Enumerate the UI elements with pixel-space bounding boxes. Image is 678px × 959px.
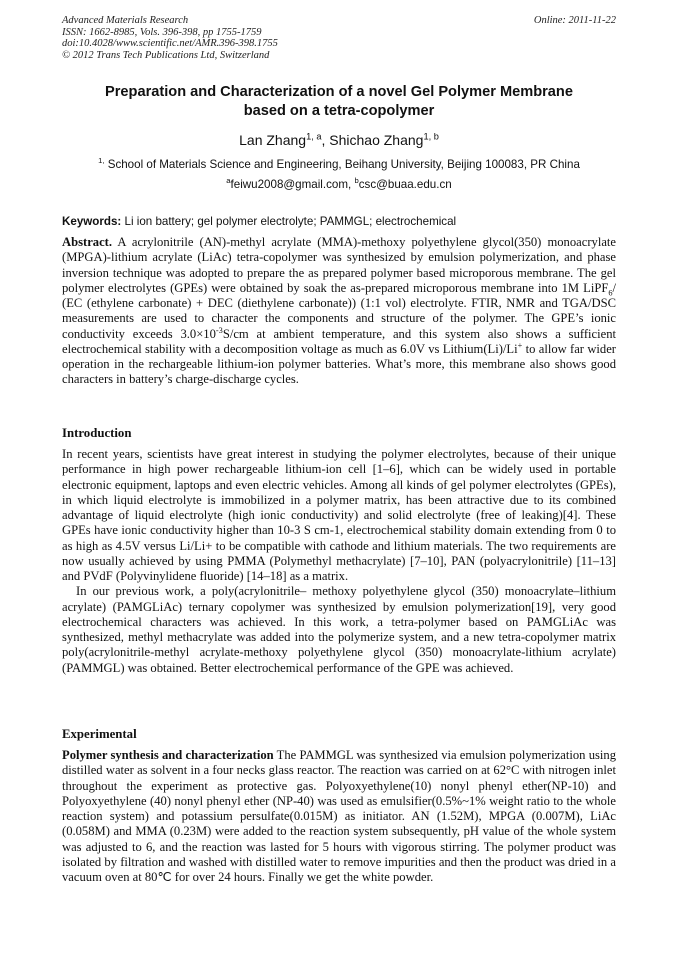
- author-2-superscript: 1, b: [423, 131, 439, 142]
- abstract-text-1: A acrylonitrile (AN)-methyl acrylate (MMA)-methoxy polyethylene glycol(350) monoacrylate (MPGA)-lithium acrylate (LiAc) tetra-copolymer was synthesized by emulsion polymerization, and phase inversion technique was adopted to prepare the as prepared polymer based microporous membrane. The gel polymer electrolytes (GPEs) were obtained by soak the as-prepared microporous membrane into 1M LiPF: [62, 235, 616, 295]
- copyright-line: © 2012 Trans Tech Publications Ltd, Switzerland: [62, 49, 270, 61]
- keywords-label: Keywords:: [62, 215, 122, 228]
- email-a[interactable]: feiwu2008@gmail.com: [230, 178, 349, 191]
- abstract-superscript-exponent: -3: [215, 325, 223, 335]
- affiliation-superscript: 1,: [98, 156, 105, 166]
- author-1-superscript: 1, a: [306, 131, 322, 142]
- author-list: [62, 131, 616, 149]
- abstract-subscript-6: 6: [608, 288, 613, 298]
- abstract-superscript-plus: +: [517, 340, 523, 350]
- abstract-text-2: / (EC (ethylene carbonate) + DEC (diethylene carbonate)) (1:1 vol) electrolyte. FTIR, NMR and TGA/DSC measurements are used to character the components and structure of the polymer. The GPE’s ionic conductivity exceeds 3.0×10: [62, 280, 616, 341]
- author-2-name: Shichao Zhang: [329, 132, 424, 148]
- introduction-body: [62, 447, 616, 676]
- author-1-name: Lan Zhang: [239, 132, 307, 148]
- author-emails: [62, 177, 616, 192]
- experimental-body: [62, 748, 616, 885]
- affiliation: [62, 157, 616, 172]
- issn-line: ISSN: 1662-8985, Vols. 396-398, pp 1755-1759: [62, 26, 262, 38]
- abstract-label: Abstract.: [62, 235, 113, 249]
- introduction-paragraph-1: In recent years, scientists have great interest in studying the polymer electrolytes, because of their unique performance in high power rechargeable lithium-ion cell [1–6], which can be widely used in portable electronic equipment, laptops and even electric vehicles. Among all kinds of gel polymer electrolytes (GPEs), in which liquid electrolyte is immobilized in a polymer matrix, has been attractive due to its combined advantage of liquid electrolyte (high ionic conductivity) and solid electrolyte (free of leaking)[4]. These GPEs have ionic conductivity higher than 10-3 S cm-1, electrochemical stability domain extending from 0 to as high as 4.5V versus Li/Li+ to be compatible with cathode and lithium materials. The two requirements are now usually achieved by using PMMA (Polymethyl methacrylate) [7–10], PAN (polyacrylonitrile) [11–13] and PVdF (Polyvinylidene fluoride) [14–18] as a matrix.: [62, 447, 616, 583]
- introduction-heading: Introduction: [62, 426, 132, 440]
- abstract: [62, 235, 616, 388]
- abstract-text-3: S/cm at ambient temperature, and this system also shows a sufficient electrochemical stability with a decomposition voltage as much as 6.0V vs Lithium(Li)/Li: [62, 326, 616, 356]
- journal-header: [62, 15, 616, 61]
- email-separator: ,: [348, 178, 355, 191]
- experimental-subheading: Polymer synthesis and characterization: [62, 748, 274, 762]
- email-a-superscript: a: [226, 176, 231, 186]
- experimental-paragraph: The PAMMGL was synthesized via emulsion polymerization using distilled water as solvent in a four necks glass reactor. The reaction was carried on at 62°C with nitrogen inlet throughout the experiment as protective gas. Polyoxyethylene(10) nonyl phenyl ether(NP-10) and Polyoxyethylene (40) nonyl phenyl ether (NP-40) was used as emulsifier(0.5%~1% weight ratio to the whole reaction system) and potassium persulfate(0.015M) as initiator. AN (1.52M), MPGA (0.007M), LiAc (0.058M) and MMA (0.23M) were added to the reaction system subsequently, pH value of the whole system was adjusted to 6, and the reaction was lasted for 5 hours with vigorous stirring. The polymer product was isolated by filtration and washed with distilled water to remove impurities and then the product was dried in a vacuum oven at 80℃ for over 24 hours. Finally we get the white powder.: [62, 748, 616, 884]
- affiliation-text: School of Materials Science and Engineering, Beihang University, Beijing 100083, PR China: [104, 158, 580, 171]
- keywords: [62, 214, 616, 229]
- introduction-paragraph-2: In our previous work, a poly(acrylonitrile– methoxy polyethylene glycol (350) monoacrylate–lithium acrylate) (PAMGLiAc) ternary copolymer was synthesized by emulsion polymerization[19], very good electrochemical characters was achieved. In this work, a tetra-polymer based on PAMGLiAc was synthesized, methyl methacrylate was added into the polymerize system, and a new tetra-copolymer matrix poly(acrylonitrile-methyl acrylate-methoxy polyethylene glycol (350) monoacrylate-lithium acrylate) (PAMMGL) was obtained. Better electrochemical performance of the GPE was achieved.: [62, 584, 616, 675]
- online-date: Online: 2011-11-22: [533, 15, 616, 26]
- email-b-superscript: b: [354, 176, 359, 186]
- journal-name: Advanced Materials Research: [62, 15, 189, 26]
- title-line-2: based on a tetra-copolymer: [243, 102, 435, 119]
- author-separator: ,: [321, 132, 330, 148]
- experimental-heading: Experimental: [62, 727, 137, 741]
- keywords-text: Li ion battery; gel polymer electrolyte; PAMMGL; electrochemical: [121, 215, 457, 228]
- email-b[interactable]: csc@buaa.edu.cn: [358, 178, 452, 191]
- title-line-1: Preparation and Characterization of a novel Gel Polymer Membrane: [105, 84, 573, 100]
- abstract-text-4: to allow far wider operation in the rechargeable lithium-ion polymer batteries. What’s more, this membrane also shows good characters in battery’s charge-discharge cycles.: [62, 341, 616, 387]
- doi-line: doi:10.4028/www.scientific.net/AMR.396-398.1755: [62, 38, 278, 50]
- paper-title: [62, 83, 616, 120]
